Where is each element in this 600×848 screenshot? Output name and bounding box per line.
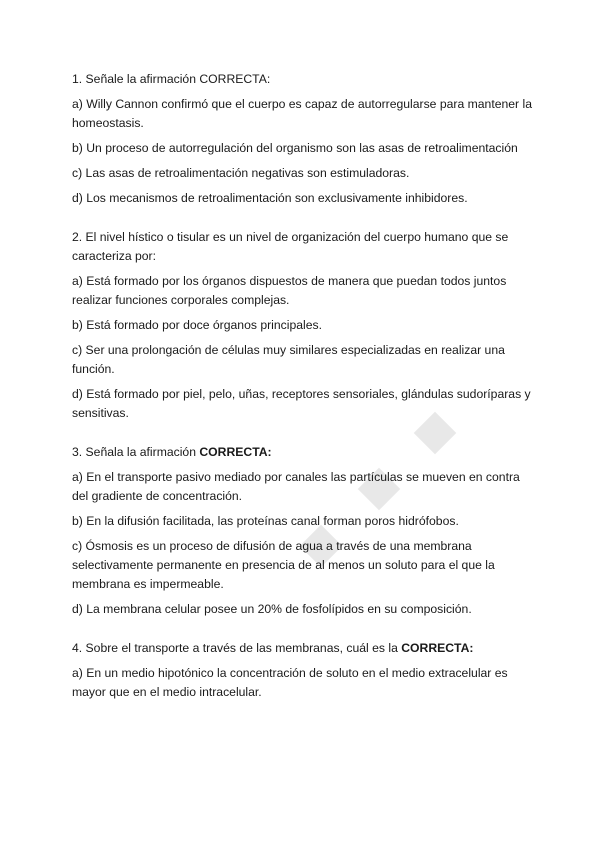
question-stem: 1. Señale la afirmación CORRECTA: [72, 72, 271, 86]
answer-option: d) La membrana celular posee un 20% de fosfolípidos en su composición. [72, 602, 472, 616]
answer-option: a) En un medio hipotónico la concentración de soluto en el medio extracelular es mayor que en el medio intracelular. [72, 666, 508, 699]
question-3 [72, 443, 532, 619]
answer-option: c) Ósmosis es un proceso de difusión de agua a través de una membrana selectivamente permanente en presencia de al menos un soluto para el que la membrana es impermeable. [72, 539, 495, 591]
answer-option: d) Los mecanismos de retroalimentación son exclusivamente inhibidores. [72, 191, 468, 205]
answer-option: a) Está formado por los órganos dispuestos de manera que puedan todos juntos realizar funciones corporales complejas. [72, 274, 507, 307]
question-1 [72, 70, 532, 208]
answer-option: b) Un proceso de autorregulación del organismo son las asas de retroalimentación [72, 141, 518, 155]
answer-option: d) Está formado por piel, pelo, uñas, receptores sensoriales, glándulas sudoríparas y sensitivas. [72, 387, 531, 420]
answer-option: a) En el transporte pasivo mediado por canales las partículas se mueven en contra del gradiente de concentración. [72, 470, 520, 503]
answer-option: c) Las asas de retroalimentación negativas son estimuladoras. [72, 166, 410, 180]
document-page [72, 70, 532, 722]
question-stem: 4. Sobre el transporte a través de las membranas, cuál es la CORRECTA: [72, 641, 474, 655]
question-stem: 2. El nivel hístico o tisular es un nivel de organización del cuerpo humano que se caracteriza por: [72, 230, 509, 263]
question-stem: 3. Señala la afirmación CORRECTA: [72, 445, 272, 459]
answer-option: b) En la difusión facilitada, las proteínas canal forman poros hidrófobos. [72, 514, 459, 528]
answer-option: b) Está formado por doce órganos principales. [72, 318, 322, 332]
question-4 [72, 639, 532, 702]
answer-option: a) Willy Cannon confirmó que el cuerpo es capaz de autorregularse para mantener la homeostasis. [72, 97, 532, 130]
question-2 [72, 228, 532, 423]
answer-option: c) Ser una prolongación de células muy similares especializadas en realizar una función. [72, 343, 505, 376]
